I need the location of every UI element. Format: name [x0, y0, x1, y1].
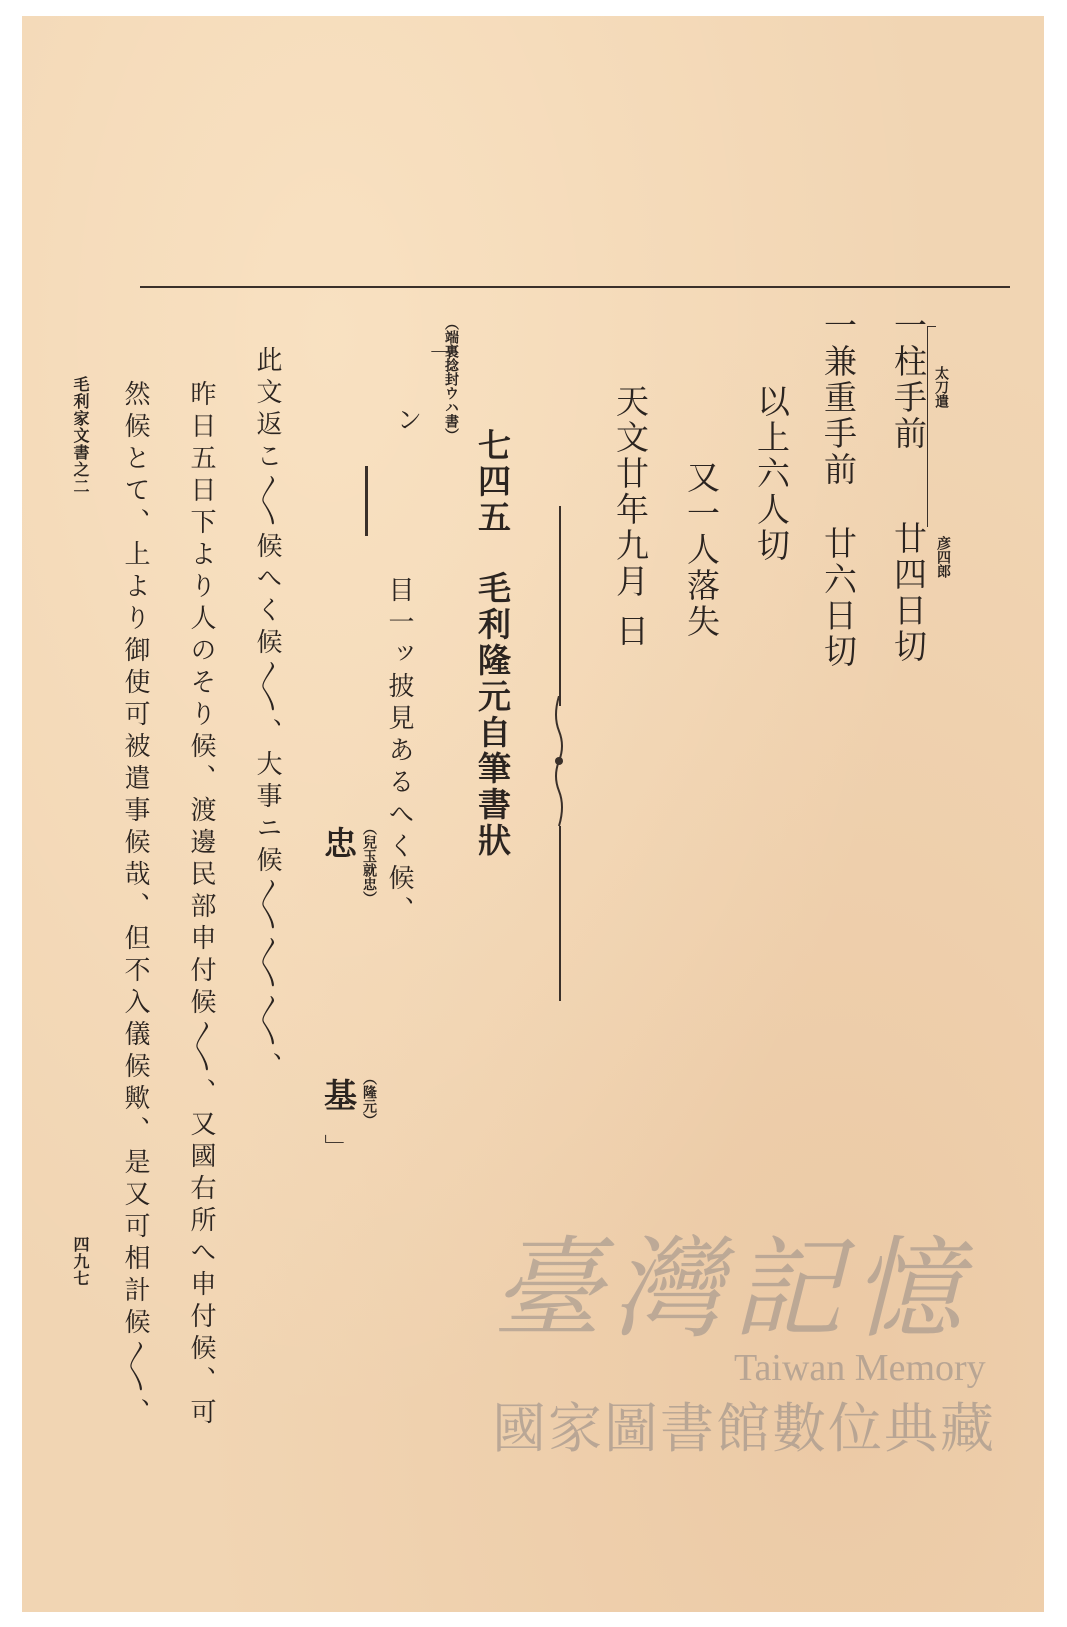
document-note: （端裏捻封ウハ書）	[443, 316, 459, 442]
watermark-english: Taiwan Memory	[734, 1347, 986, 1389]
document-title: 毛利隆元自筆書狀	[473, 571, 512, 859]
signer-note: （兒玉就忠）	[361, 821, 377, 905]
document-line-a: 目一ッ披見あるへく候、	[384, 576, 414, 928]
line3-text: 以上六人切	[752, 384, 791, 564]
document-number: 七四五	[473, 428, 512, 536]
divider-line-bottom	[559, 826, 561, 1001]
header-rule	[140, 286, 1010, 288]
line2-tail: 廿六日切	[819, 526, 858, 670]
address-stroke	[365, 466, 368, 536]
divider-ornament	[549, 696, 569, 826]
book-title: 毛利家文書之二	[71, 376, 90, 495]
line1-annotation: 太刀遣	[933, 366, 949, 408]
body-line-3: 然候とて、上より御使可被遣事候哉、但不入儀候歟、是又可相計候〳〵、	[120, 380, 150, 1430]
line1-tail: 廿四日切	[889, 521, 928, 665]
line4-text: 又一人落失	[682, 460, 721, 640]
line5-text: 天文廿年九月 日	[611, 384, 650, 650]
signer-name: 忠	[319, 826, 358, 862]
watermark-main: 臺灣記憶	[492, 1225, 972, 1353]
document-open-quote: 「	[420, 334, 450, 366]
line2-text: 一兼重手前	[819, 308, 858, 488]
sender-name: 基	[319, 1078, 358, 1114]
line1-brace	[927, 326, 936, 527]
watermark-sub: 國家圖書館數位典藏	[492, 1397, 996, 1460]
body-line-1: 此文返こ〳〵候へく候〳〵、大事ニ候〳〵〳〵〳〵、	[252, 346, 282, 1084]
divider-line-top	[559, 506, 561, 706]
document-address-mark: ン	[392, 406, 422, 438]
book-page	[22, 16, 1044, 1612]
line1-annotation2: 彦四郎	[935, 536, 951, 578]
line1-text: 一柱手前	[889, 308, 928, 452]
sender-note: （隆元）	[361, 1071, 377, 1127]
document-close-quote: 」	[320, 1134, 350, 1166]
body-line-2: 昨日五日下より人のそり候、渡邊民部申付候〳〵、又國右所へ申付候、可	[186, 380, 216, 1430]
page-number: 四九七	[71, 1236, 90, 1287]
